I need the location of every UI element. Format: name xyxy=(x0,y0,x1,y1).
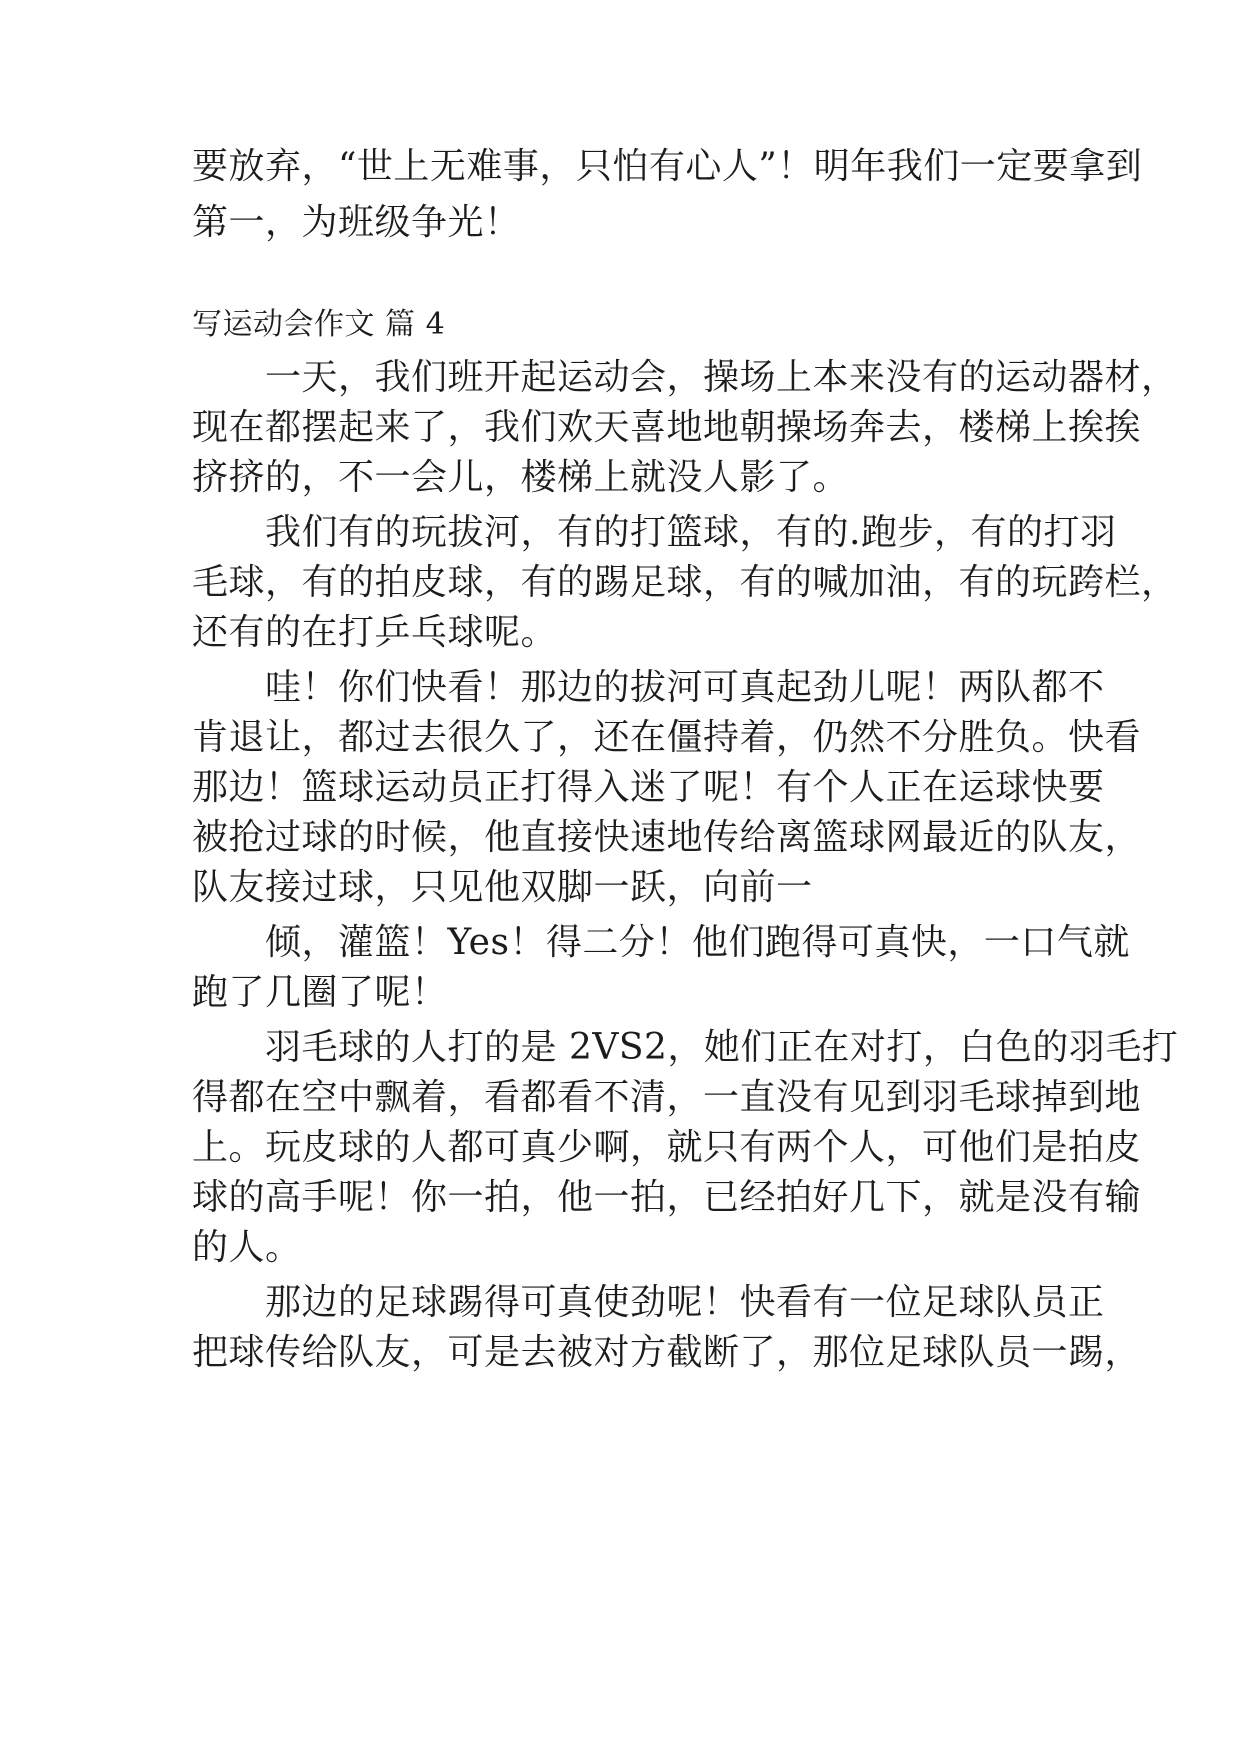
text-line: 把球传给队友，可是去被对方截断了，那位足球队员一踢， xyxy=(192,1332,1142,1373)
text-line: 那边的足球踢得可真使劲呢！快看有一位足球队员正 xyxy=(192,1282,1105,1323)
text-line: 球的高手呢！你一拍，他一拍，已经拍好几下，就是没有输 xyxy=(192,1177,1142,1218)
text-line: 哇！你们快看！那边的拔河可真起劲儿呢！两队都不 xyxy=(192,667,1105,708)
text-line: 挤挤的，不一会儿，楼梯上就没人影了。 xyxy=(192,457,850,498)
text-line: 毛球，有的拍皮球，有的踢足球，有的喊加油，有的玩跨栏， xyxy=(192,562,1178,603)
text-line: 那边！篮球运动员正打得入迷了呢！有个人正在运球快要 xyxy=(192,767,1105,808)
text-line: 肯退让，都过去很久了，还在僵持着，仍然不分胜负。快看 xyxy=(192,717,1142,758)
text-line: 倾，灌篮！Yes！得二分！他们跑得可真快，一口气就 xyxy=(192,922,1130,963)
text-line: 得都在空中飘着，看都看不清，一直没有见到羽毛球掉到地 xyxy=(192,1077,1142,1118)
text-line: 现在都摆起来了，我们欢天喜地地朝操场奔去，楼梯上挨挨 xyxy=(192,407,1142,448)
text-line: 被抢过球的时候，他直接快速地传给离篮球网最近的队友， xyxy=(192,817,1142,858)
text-line: 第一，为班级争光！ xyxy=(192,202,521,243)
text-line: 我们有的玩拔河，有的打篮球，有的.跑步，有的打羽 xyxy=(192,512,1117,553)
text-line: 队友接过球，只见他双脚一跃，向前一 xyxy=(192,867,813,908)
text-line: 要放弃，“世上无难事，只怕有心人”！明年我们一定要拿到 xyxy=(192,146,1143,187)
text-line: 的人。 xyxy=(192,1227,302,1268)
section-title: 写运动会作文 篇 4 xyxy=(192,307,446,342)
text-line: 羽毛球的人打的是 2VS2，她们正在对打，白色的羽毛打 xyxy=(192,1027,1179,1068)
text-line: 跑了几圈了呢！ xyxy=(192,972,448,1013)
text-line: 还有的在打乒乓球呢。 xyxy=(192,612,558,653)
text-line: 一天，我们班开起运动会，操场上本来没有的运动器材， xyxy=(192,357,1178,398)
text-line: 上。玩皮球的人都可真少啊，就只有两个人，可他们是拍皮 xyxy=(192,1127,1142,1168)
